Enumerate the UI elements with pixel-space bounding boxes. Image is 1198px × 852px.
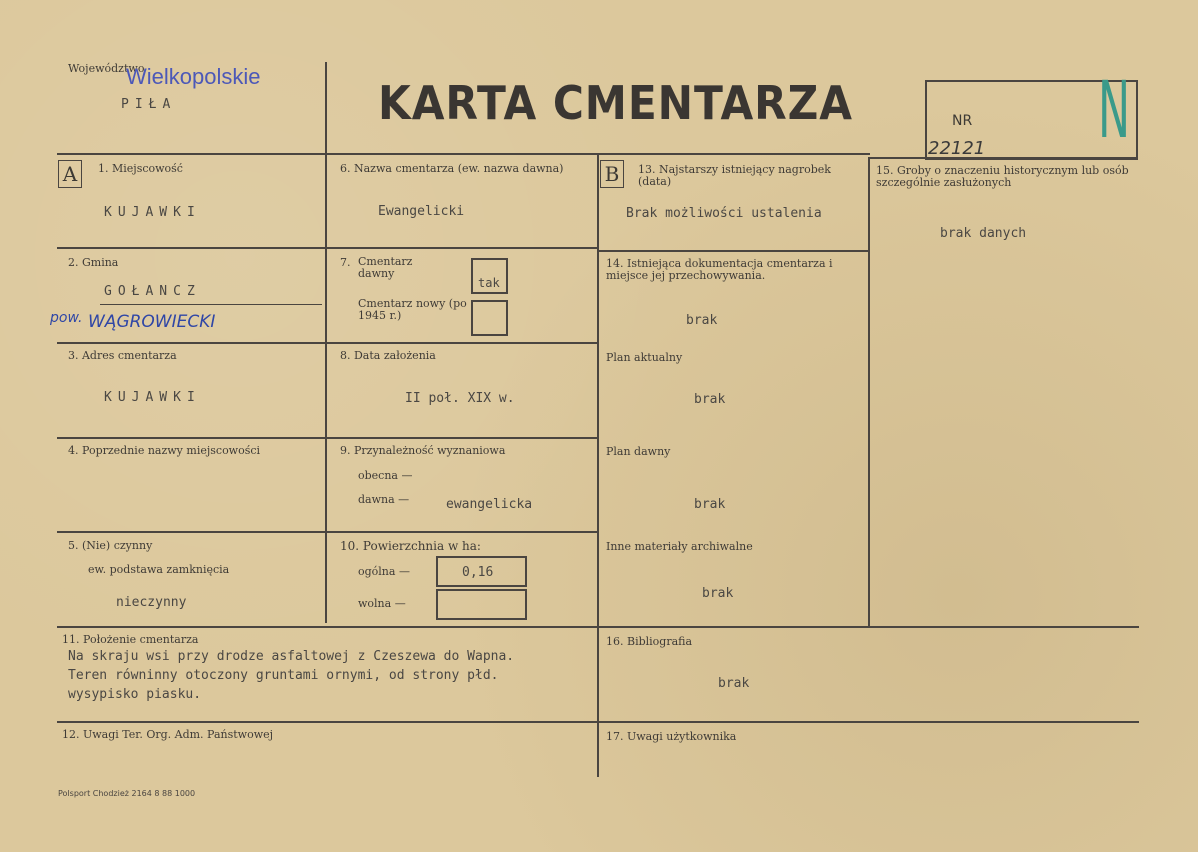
- printer-footer: Polsport Chodzież 2164 8 88 1000: [58, 789, 196, 798]
- f16-value: brak: [718, 676, 750, 691]
- row-rule-5: [57, 626, 1139, 628]
- header-bottom-rule: [57, 153, 870, 155]
- row-rule-2: [57, 342, 597, 344]
- f10-wolna-label: wolna —: [358, 597, 406, 610]
- f2-powiat-prefix: pow.: [50, 310, 83, 326]
- f7-dawny-label: Cmentarz dawny: [358, 255, 413, 280]
- f14-label: 14. Istniejąca dokumentacja cmentarza i miejsce jej przechowywania.: [606, 257, 833, 282]
- f15-label: 15. Groby o znaczeniu historycznym lub osób szczególnie zasłużonych: [876, 164, 1129, 189]
- row-rule-1b: [597, 250, 868, 252]
- wojewodztwo-stamp: Wielkopolskie: [126, 64, 261, 89]
- f13-label: 13. Najstarszy istniejący nagrobek (data): [638, 163, 831, 188]
- f11-line1: Na skraju wsi przy drodze asfaltowej z Czeszewa do Wapna.: [68, 649, 515, 664]
- f3-value: KUJAWKI: [104, 390, 201, 405]
- f12-label: 12. Uwagi Ter. Org. Adm. Państwowej: [62, 728, 274, 741]
- row-rule-6: [57, 721, 1139, 723]
- f2-powiat: WĄGROWIECKI: [88, 312, 216, 332]
- f11-label: 11. Położenie cmentarza: [62, 633, 199, 646]
- f3-label: 3. Adres cmentarza: [68, 349, 177, 362]
- f5-sublabel: ew. podstawa zamknięcia: [88, 563, 230, 576]
- f13-value: Brak możliwości ustalenia: [626, 206, 822, 221]
- f8-value: II poł. XIX w.: [405, 391, 515, 406]
- wojewodztwo-typed: PIŁA: [121, 97, 177, 112]
- f5-value: nieczynny: [116, 595, 187, 610]
- f10-ogolna-label: ogólna —: [358, 565, 410, 578]
- f7-label: 7.: [340, 256, 351, 269]
- plan-aktualny-value: brak: [694, 392, 726, 407]
- inne-value: brak: [702, 586, 734, 601]
- f9-obecna-label: obecna —: [358, 469, 413, 482]
- f2-value: GOŁANCZ: [104, 284, 201, 299]
- section-b-letter: B: [600, 160, 624, 188]
- f14-value: brak: [686, 313, 718, 328]
- f8-label: 8. Data założenia: [340, 349, 436, 362]
- f9-label: 9. Przynależność wyznaniowa: [340, 444, 506, 457]
- f17-label: 17. Uwagi użytkownika: [606, 730, 737, 743]
- f9-dawna-value: ewangelicka: [446, 497, 533, 512]
- f7-dawny-value: tak: [478, 276, 500, 290]
- nr-value: 22121: [928, 138, 986, 159]
- f15-value: brak danych: [940, 226, 1027, 241]
- plan-aktualny-label: Plan aktualny: [606, 351, 683, 364]
- inne-label: Inne materiały archiwalne: [606, 540, 753, 553]
- wojewodztwo-label: Województwo: [68, 62, 145, 75]
- col-divider-2: [597, 155, 599, 777]
- f4-label: 4. Poprzednie nazwy miejscowości: [68, 444, 261, 457]
- plan-dawny-label: Plan dawny: [606, 445, 671, 458]
- f5-label: 5. (Nie) czynny: [68, 539, 153, 552]
- f7-nowy-box: [471, 300, 508, 336]
- header-divider: [325, 62, 327, 154]
- f1-value: KUJAWKI: [104, 205, 201, 220]
- row-rule-3: [57, 437, 597, 439]
- f2-label: 2. Gmina: [68, 256, 119, 269]
- f6-label: 6. Nazwa cmentarza (ew. nazwa dawna): [340, 162, 564, 175]
- f7-nowy-label: Cmentarz nowy (po 1945 r.): [358, 297, 467, 322]
- f10-label: 10. Powierzchnia w ha:: [340, 539, 481, 553]
- f10-wolna-box: [436, 589, 527, 620]
- f10-ogolna-value: 0,16: [462, 565, 494, 580]
- f16-label: 16. Bibliografia: [606, 635, 693, 648]
- row-rule-4: [57, 531, 597, 533]
- col-divider-1: [325, 153, 327, 623]
- col-divider-3: [868, 157, 870, 627]
- row-rule-1a: [57, 247, 597, 249]
- f11-line3: wysypisko piasku.: [68, 687, 202, 702]
- f1-label: 1. Miejscowość: [98, 162, 183, 175]
- f9-dawna-label: dawna —: [358, 493, 410, 506]
- nr-label: NR: [952, 113, 973, 129]
- f11-line2: Teren równinny otoczony gruntami ornymi, od strony płd.: [68, 668, 499, 683]
- section-a-letter: A: [58, 160, 82, 188]
- f2-underline: [100, 304, 322, 305]
- nr-marker-n: N: [1098, 66, 1131, 156]
- plan-dawny-value: brak: [694, 497, 726, 512]
- f6-value: Ewangelicki: [378, 204, 465, 219]
- card-title: KARTA CMENTARZA: [378, 76, 853, 130]
